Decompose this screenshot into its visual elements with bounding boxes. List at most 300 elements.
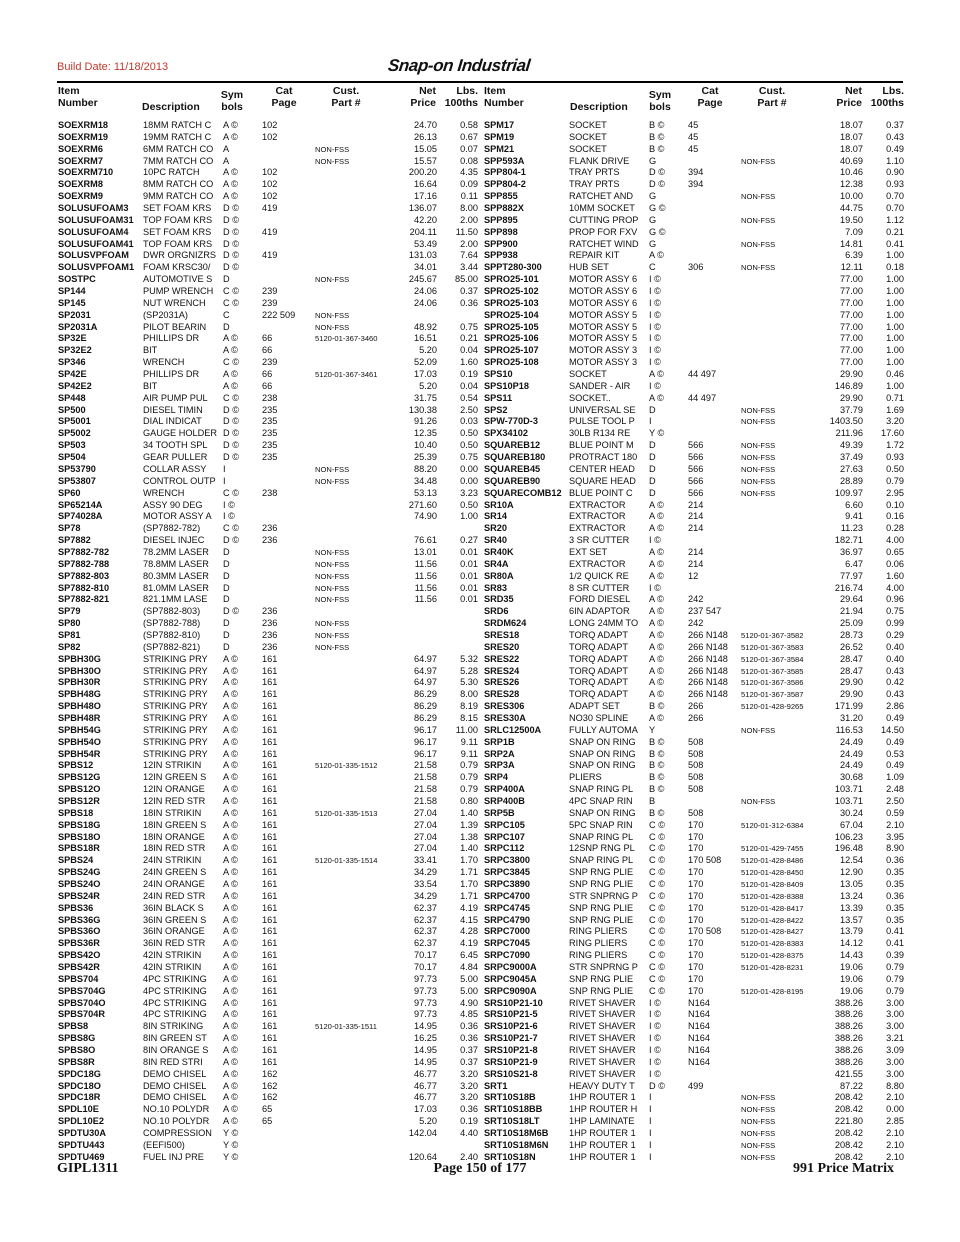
cat-page-cell: 162 (262, 1092, 278, 1103)
description-cell: SOCKET (569, 120, 607, 130)
description-cell: STRIKING PRY (143, 689, 208, 700)
cust-part-cell: NON-FSS (741, 1140, 776, 1150)
description-cell: 78.2MM LASER (143, 546, 209, 557)
item-number-cell: SRT10S18BB (484, 1104, 543, 1115)
net-price-cell: 48.92 (414, 321, 437, 332)
net-price-cell: 245.67 (408, 274, 437, 285)
net-price-cell: 11.56 (414, 558, 437, 569)
lbs-cell: 0.49 (886, 143, 904, 154)
net-price-cell: 221.80 (834, 1116, 863, 1127)
description-cell: TRAY PRTS (569, 167, 620, 178)
cust-part-cell: NON-FSS (315, 156, 350, 166)
lbs-cell: 0.93 (886, 179, 904, 190)
net-price-cell: 103.71 (834, 795, 863, 806)
description-cell: SQUARE HEAD (569, 475, 636, 486)
description-cell: GEAR PULLER (143, 452, 208, 463)
item-number-cell: SRS10P21-6 (484, 1021, 538, 1032)
cust-part-cell: 5120-01-428-8417 (741, 903, 804, 913)
description-cell: ADAPT SET (569, 701, 620, 712)
net-price-cell: 31.75 (414, 392, 437, 403)
sym-cell: A © (223, 345, 238, 356)
net-price-cell: 77.00 (840, 286, 863, 297)
cust-part-cell: 5120-01-335-1512 (315, 761, 378, 771)
item-number-cell: SPDTU469 (58, 1151, 105, 1162)
item-number-cell: SPBH30O (58, 665, 101, 676)
sym-cell: B © (649, 748, 665, 759)
description-cell: SNAP RING PL (569, 855, 634, 866)
description-cell: 78.8MM LASER (143, 558, 209, 569)
description-cell: RIVET SHAVER (569, 1009, 636, 1020)
description-cell: MOTOR ASSY 5 (569, 321, 638, 332)
description-cell: GAUGE HOLDER (143, 428, 218, 439)
description-cell: 7MM RATCH CO (143, 155, 214, 166)
net-price-cell: 97.73 (414, 985, 437, 996)
description-cell: MOTOR ASSY 6 (569, 274, 638, 285)
cat-page-cell: 161 (262, 819, 278, 830)
description-cell: 6MM RATCH CO (143, 143, 214, 154)
sym-cell: D (223, 546, 230, 557)
cat-page-cell: 394 (688, 179, 704, 190)
description-cell: EXTRACTOR (569, 511, 626, 522)
description-cell: 24IN RED STR (143, 890, 206, 901)
item-number-cell: SPDTU30A (58, 1128, 106, 1139)
description-cell: 1HP ROUTER 1 (569, 1092, 636, 1103)
item-number-cell: SPBH30G (58, 653, 101, 664)
cust-part-cell: NON-FSS (741, 1117, 776, 1127)
description-cell: 10MM SOCKET (569, 203, 635, 214)
item-number-cell: SOLUSVPFOAM1 (58, 262, 135, 273)
description-cell: 1HP ROUTER 1 (569, 1139, 636, 1150)
description-cell: SNP RNG PLIE (569, 867, 634, 878)
cat-page-cell: N164 (688, 1045, 710, 1056)
item-number-cell: SPBS12O (58, 784, 101, 795)
lbs-cell: 0.75 (886, 606, 904, 617)
description-cell: 36IN ORANGE (143, 926, 205, 937)
description-cell: RIVET SHAVER (569, 1033, 636, 1044)
lbs-cell: 3.09 (886, 1045, 904, 1056)
cat-page-cell: 214 (688, 546, 704, 557)
item-number-cell: SP2031A (58, 321, 98, 332)
lbs-cell: 1.69 (886, 404, 904, 415)
sym-cell: A © (223, 1104, 238, 1115)
net-price-cell: 388.26 (834, 997, 863, 1008)
lbs-cell: 2.10 (886, 819, 904, 830)
description-cell: PROP FOR FXV (569, 226, 638, 237)
lbs-cell: 1.38 (460, 831, 478, 842)
net-price-cell: 25.09 (840, 618, 863, 629)
lbs-cell: 0.75 (460, 452, 478, 463)
net-price-cell: 86.29 (414, 701, 437, 712)
cust-part-cell: NON-FSS (315, 464, 350, 474)
cust-part-cell: NON-FSS (315, 583, 350, 593)
net-price-cell: 91.26 (414, 416, 437, 427)
net-price-cell: 96.17 (414, 736, 437, 747)
lbs-cell: 1.40 (460, 843, 478, 854)
net-price-cell: 16.64 (414, 179, 437, 190)
lbs-cell: 0.90 (886, 167, 904, 178)
col-lbs-header (864, 85, 904, 109)
cat-page-cell: 66 (262, 333, 273, 344)
lbs-cell: 5.28 (460, 665, 478, 676)
description-cell: 36IN RED STR (143, 938, 206, 949)
item-number-cell: SPRO25-106 (484, 333, 539, 344)
net-price-cell: 17.03 (414, 1104, 437, 1115)
description-cell: TORQ ADAPT (569, 629, 629, 640)
sym-cell: A © (223, 795, 238, 806)
item-number-cell: SPS10P18 (484, 380, 529, 391)
sym-cell: Y (649, 724, 656, 735)
cat-page-cell: 566 (688, 452, 704, 463)
description-cell: STRIKING PRY (143, 712, 208, 723)
net-price-cell: 13.24 (840, 890, 863, 901)
description-cell: 4PC STRIKING (143, 973, 207, 984)
item-number-cell: SPBS704G (58, 985, 106, 996)
cust-part-cell: NON-FSS (741, 156, 776, 166)
cust-part-cell: NON-FSS (741, 476, 776, 486)
sym-cell: I (223, 463, 226, 474)
item-number-cell: SQUAREB45 (484, 463, 541, 474)
lbs-cell: 0.01 (460, 570, 478, 581)
cust-part-cell: NON-FSS (741, 464, 776, 474)
cat-page-cell: 12 (688, 570, 699, 581)
cat-page-cell: 45 (688, 120, 699, 130)
net-price-cell: 27.04 (414, 819, 437, 830)
description-cell: SANDER - AIR (569, 380, 631, 391)
lbs-cell: 4.84 (460, 962, 478, 973)
item-number-cell: SPM21 (484, 143, 515, 154)
item-number-cell: SR10A (484, 499, 514, 510)
sym-cell: D © (223, 606, 239, 617)
description-cell: BIT (143, 345, 158, 356)
lbs-cell: 1.70 (460, 855, 478, 866)
net-price-cell: 421.55 (834, 1068, 863, 1079)
item-number-cell: SPBS36R (58, 938, 100, 949)
item-number-cell: SPRO25-105 (484, 321, 539, 332)
sym-cell: D © (223, 404, 239, 415)
lbs-cell: 0.09 (460, 179, 478, 190)
cust-part-cell: 5120-01-428-8427 (741, 927, 804, 937)
net-price-cell: 46.77 (414, 1068, 437, 1079)
cat-page-cell: 161 (262, 855, 278, 866)
header-bols-label: bols (221, 101, 243, 113)
header-cat-label: Cat (701, 85, 719, 97)
item-number-cell: SR40 (484, 535, 507, 546)
item-number-cell: SPRO25-103 (484, 297, 539, 308)
net-price-cell: 17.16 (414, 191, 437, 202)
cat-page-cell: 170 (688, 890, 704, 901)
item-number-cell: SPBH54G (58, 724, 101, 735)
sym-cell: G © (649, 203, 666, 214)
lbs-cell: 0.54 (460, 392, 478, 403)
sym-cell: D © (223, 262, 239, 273)
sym-cell: A © (223, 380, 238, 391)
sym-cell: C © (649, 819, 665, 830)
cust-part-cell: 5120-01-428-8422 (741, 915, 804, 925)
sym-cell: A © (223, 879, 238, 889)
net-price-cell: 18.07 (840, 120, 863, 130)
item-number-cell: SP7882-821 (58, 594, 110, 605)
net-price-cell: 26.13 (414, 131, 437, 142)
description-cell: SNAP RING PL (569, 831, 634, 842)
description-cell: SOCKET (569, 131, 607, 142)
description-cell: TOP FOAM KRS (143, 214, 213, 225)
lbs-cell: 0.42 (886, 677, 904, 688)
net-price-cell: 34.01 (414, 262, 437, 273)
description-cell: STRIKING PRY (143, 736, 208, 747)
lbs-cell: 1.60 (886, 570, 904, 581)
sym-cell: A © (223, 926, 238, 937)
lbs-cell: 0.00 (886, 1104, 904, 1115)
description-cell: TORQ ADAPT (569, 665, 629, 676)
description-cell: 12IN GREEN S (143, 772, 207, 783)
cat-page-cell: 242 (688, 618, 704, 629)
item-number-cell: SPDC18R (58, 1092, 101, 1103)
lbs-cell: 8.00 (460, 689, 478, 700)
item-number-cell: SOEXRM6 (58, 143, 103, 154)
net-price-cell: 70.17 (414, 962, 437, 973)
cat-page-cell: 66 (262, 369, 273, 380)
sym-cell: A © (223, 191, 238, 202)
lbs-cell: 0.21 (886, 226, 904, 237)
description-cell: RING PLIERS (569, 938, 628, 949)
item-number-cell: SPBS18R (58, 843, 100, 854)
cat-page-cell: 214 (688, 523, 704, 534)
description-cell: MOTOR ASSY A (143, 511, 212, 522)
description-cell: 6IN ADAPTOR (569, 606, 630, 617)
sym-cell: D (649, 404, 656, 415)
lbs-cell: 2.50 (460, 404, 478, 415)
item-number-cell: SPBS24O (58, 879, 101, 889)
description-cell: CENTER HEAD (569, 463, 635, 474)
net-price-cell: 13.05 (840, 879, 863, 889)
description-cell: (SP7882-803) (143, 606, 201, 617)
cat-page-cell: 235 (262, 416, 278, 427)
cust-part-cell: 5120-01-312-6384 (741, 820, 804, 830)
net-price-cell: 36.97 (840, 546, 863, 557)
lbs-cell: 0.41 (886, 238, 904, 249)
sym-cell: A © (223, 677, 238, 688)
item-number-cell: SPBS12G (58, 772, 101, 783)
description-cell: NUT WRENCH (143, 297, 206, 308)
header-page-label: Page (697, 97, 723, 109)
cust-part-cell: 5120-01-429-7455 (741, 844, 804, 854)
net-price-cell: 18.07 (840, 143, 863, 154)
cat-page-cell: 236 (262, 606, 278, 617)
cat-page-cell: 65 (262, 1116, 273, 1127)
item-number-cell: SRPC3845 (484, 867, 530, 878)
net-price-cell: 34.48 (414, 475, 437, 486)
cat-page-cell: 508 (688, 807, 704, 818)
item-number-cell: SR14 (484, 511, 507, 522)
item-number-cell: SPBS24G (58, 867, 101, 878)
cat-page-cell: 170 (688, 879, 704, 889)
item-number-cell: SP32E2 (58, 345, 92, 356)
sym-cell: I © (223, 511, 235, 522)
cat-page-cell: 170 (688, 962, 704, 973)
cat-page-cell: 394 (688, 167, 704, 178)
cat-page-cell: 170 (688, 985, 704, 996)
cat-page-cell: 222 509 (262, 309, 296, 320)
sym-cell: C © (649, 950, 665, 961)
cat-page-cell: 161 (262, 653, 278, 664)
description-cell: 19MM RATCH C (143, 131, 212, 142)
cat-page-cell: 170 (688, 831, 704, 842)
description-cell: 8IN RED STRI (143, 1056, 203, 1067)
net-price-cell: 30.68 (840, 772, 863, 783)
description-cell: NO.10 POLYDR (143, 1104, 210, 1115)
sym-cell: A © (223, 784, 238, 795)
sym-cell: A © (223, 1021, 238, 1032)
lbs-cell: 0.37 (460, 1056, 478, 1067)
sym-cell: I © (649, 309, 661, 320)
description-cell: RIVET SHAVER (569, 1056, 636, 1067)
cat-page-cell: 214 (688, 558, 704, 569)
item-number-cell: SRT10S18M6N (484, 1139, 549, 1150)
cat-page-cell: 499 (688, 1080, 704, 1091)
description-cell: PULSE TOOL P (569, 416, 635, 427)
sym-cell: A © (649, 570, 664, 581)
description-cell: STRIKING PRY (143, 748, 208, 759)
net-price-cell: 37.49 (840, 452, 863, 463)
item-number-cell: SOEXRM710 (58, 167, 114, 178)
net-price-cell: 19.06 (840, 973, 863, 984)
description-cell: DWR ORGNIZRS (143, 250, 216, 261)
cat-page-cell: 161 (262, 772, 278, 783)
net-price-cell: 86.29 (414, 689, 437, 700)
cat-page-cell: 161 (262, 879, 278, 889)
cat-page-cell: 236 (262, 535, 278, 546)
description-cell: 36IN GREEN S (143, 914, 207, 925)
lbs-cell: 8.00 (460, 203, 478, 214)
sym-cell: A © (223, 997, 238, 1008)
sym-cell: C © (223, 297, 239, 308)
lbs-cell: 0.00 (460, 475, 478, 486)
item-number-cell: SRPC7090 (484, 950, 530, 961)
net-price-cell: 30.24 (840, 807, 863, 818)
description-cell: 18IN STRIKIN (143, 807, 202, 818)
lbs-cell: 6.45 (460, 950, 478, 961)
item-number-cell: SPBH48G (58, 689, 101, 700)
sym-cell: B © (649, 143, 665, 154)
sym-cell: D (223, 582, 230, 593)
net-price-cell: 77.97 (840, 570, 863, 581)
lbs-cell: 0.10 (886, 499, 904, 510)
net-price-cell: 29.90 (840, 677, 863, 688)
description-cell: TORQ ADAPT (569, 641, 629, 652)
lbs-cell: 5.32 (460, 653, 478, 664)
description-cell: 1HP ROUTER 1 (569, 1151, 636, 1162)
lbs-cell: 0.43 (886, 131, 904, 142)
lbs-cell: 3.00 (886, 1021, 904, 1032)
cust-part-cell: 5120-01-367-3461 (315, 370, 378, 380)
cat-page-cell: 161 (262, 736, 278, 747)
description-cell: FULLY AUTOMA (569, 724, 638, 735)
net-price-cell: 1403.50 (829, 416, 863, 427)
cust-part-cell: NON-FSS (315, 619, 350, 629)
cat-page-cell: 214 (688, 499, 704, 510)
sym-cell: D (223, 321, 230, 332)
sym-cell: C © (223, 357, 239, 368)
net-price-cell: 16.51 (414, 333, 437, 344)
col-cust-header (742, 85, 802, 109)
description-cell: STR SNPRNG P (569, 962, 638, 973)
net-price-cell: 24.06 (414, 297, 437, 308)
item-number-cell: SPS2 (484, 404, 508, 415)
description-cell: PILOT BEARIN (143, 321, 207, 332)
sym-cell: A © (223, 985, 238, 996)
description-cell: SET FOAM KRS (143, 203, 212, 214)
cat-page-cell: 236 (262, 641, 278, 652)
description-cell: SNAP ON RING (569, 748, 636, 759)
description-cell: NO30 SPLINE (569, 712, 629, 723)
item-number-cell: SPDC18O (58, 1080, 101, 1091)
lbs-cell: 3.00 (886, 997, 904, 1008)
item-number-cell: SPDL10E (58, 1104, 99, 1115)
lbs-cell: 0.70 (886, 203, 904, 214)
cust-part-cell: NON-FSS (741, 192, 776, 202)
cat-page-cell: 235 (262, 440, 278, 451)
net-price-cell: 52.09 (414, 357, 437, 368)
net-price-cell: 14.95 (414, 1056, 437, 1067)
cust-part-cell: 5120-01-335-1514 (315, 856, 378, 866)
net-price-cell: 28.73 (840, 629, 863, 640)
lbs-cell: 1.60 (460, 357, 478, 368)
item-number-cell: SOEXRM7 (58, 155, 103, 166)
net-price-cell: 120.64 (408, 1151, 437, 1162)
item-number-cell: SP80 (58, 618, 81, 629)
cust-part-cell: NON-FSS (741, 453, 776, 463)
footer-page-number: Page 150 of 177 (433, 1161, 527, 1176)
sym-cell: C © (649, 985, 665, 996)
item-number-cell: SRS10S21-8 (484, 1068, 538, 1079)
header-lbs-label: Lbs. (456, 85, 478, 97)
sym-cell: C (223, 309, 230, 320)
sym-cell: A © (223, 665, 238, 676)
lbs-cell: 1.00 (886, 380, 904, 391)
lbs-cell: 0.40 (886, 653, 904, 664)
sym-cell: A © (223, 1092, 238, 1103)
net-price-cell: 12.90 (840, 867, 863, 878)
header-100ths-label: 100ths (444, 97, 478, 109)
description-cell: CONTROL OUTP (143, 475, 216, 486)
sym-cell: D © (223, 440, 239, 451)
lbs-cell: 0.79 (886, 973, 904, 984)
sym-cell: D (223, 641, 230, 652)
sym-cell: Y © (223, 1139, 239, 1150)
lbs-cell: 3.21 (886, 1033, 904, 1044)
description-cell: MOTOR ASSY 3 (569, 357, 638, 368)
cat-page-cell: 161 (262, 665, 278, 676)
net-price-cell: 77.00 (840, 357, 863, 368)
item-number-cell: SPP593A (484, 155, 525, 166)
item-number-cell: SPP855 (484, 191, 518, 202)
cat-page-cell: 102 (262, 120, 278, 130)
sym-cell: D © (223, 214, 239, 225)
sym-cell: C © (223, 523, 239, 534)
item-number-cell: SPRO25-107 (484, 345, 539, 356)
item-number-cell: SP42E (58, 369, 87, 380)
item-number-cell: SP79 (58, 606, 81, 617)
description-cell: FUEL INJ PRE (143, 1151, 204, 1162)
cat-page-cell: 161 (262, 997, 278, 1008)
sym-cell: C © (223, 487, 239, 498)
net-price-cell: 21.58 (414, 760, 437, 771)
lbs-cell: 4.19 (460, 938, 478, 949)
item-number-cell: SRPC9090A (484, 985, 537, 996)
item-number-cell: SRES22 (484, 653, 520, 664)
item-number-cell: SRT10S18M6B (484, 1128, 549, 1139)
sym-cell: D (223, 558, 230, 569)
